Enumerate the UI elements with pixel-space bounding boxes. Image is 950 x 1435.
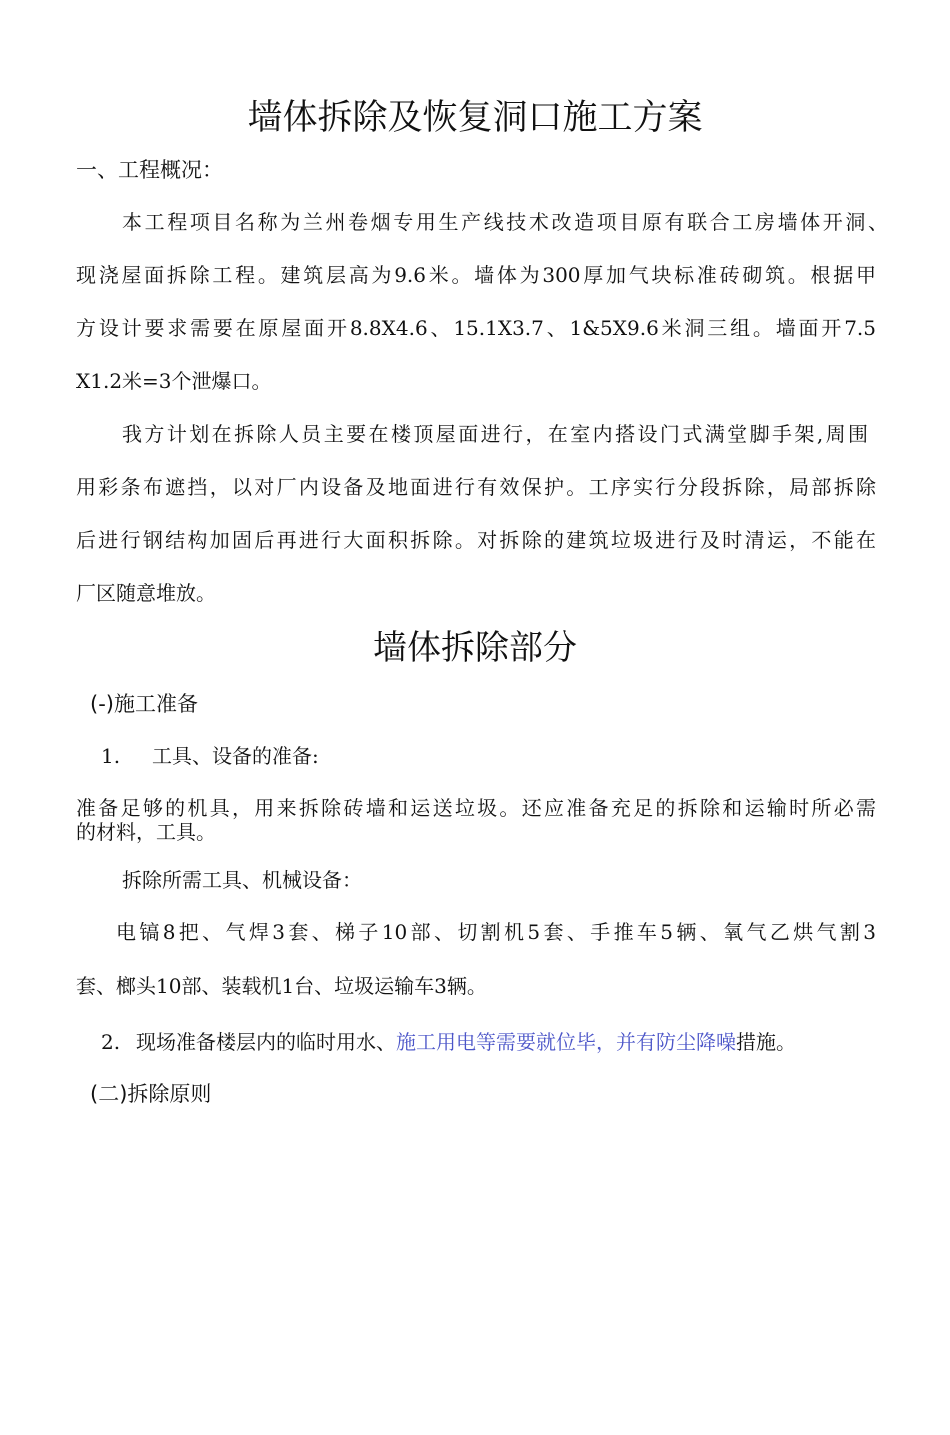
paragraph-line: 准备足够的机具，用来拆除砖墙和运送垃圾。还应准备充足的拆除和运输时所必需 (76, 796, 876, 820)
section-heading-overview: 一、工程概况： (76, 158, 223, 182)
list-number: 2. (101, 1030, 121, 1054)
item2-text-start: 现场准备楼层内的临时用水、 (136, 1030, 396, 1054)
paragraph-line: 方设计要求需要在原屋面开8.8X4.6、15.1X3.7、1&5X9.6米洞三组。墙面开7.5 (76, 316, 876, 340)
item2-text-end: 措施。 (736, 1030, 796, 1054)
item2-text-highlight: 施工用电等需要就位毕，并有防尘降噪 (396, 1030, 736, 1054)
paragraph-line: 的材料，工具。 (76, 820, 216, 844)
paragraph-line: 厂区随意堆放。 (76, 581, 216, 605)
section-title: 墙体拆除部分 (373, 628, 577, 668)
subsection-heading-principles: (二)拆除原则 (90, 1082, 212, 1106)
document-title: 墙体拆除及恢复洞口施工方案 (247, 98, 703, 138)
tools-heading: 拆除所需工具、机械设备： (122, 868, 362, 892)
paragraph-line: 用彩条布遮挡，以对厂内设备及地面进行有效保护。工序实行分段拆除，局部拆除 (76, 475, 876, 499)
paragraph-line: X1.2米=3个泄爆口。 (76, 369, 272, 393)
paragraph-line: 现浇屋面拆除工程。建筑层高为9.6米。墙体为300厚加气块标准砖砌筑。根据甲 (76, 263, 876, 287)
paragraph-line: 套、榔头10部、装载机1台、垃圾运输车3辆。 (76, 974, 487, 998)
paragraph-line: 电镐8把、气焊3套、梯子10部、切割机5套、手推车5辆、氧气乙烘气割3 (116, 920, 876, 944)
paragraph-line: 本工程项目名称为兰州卷烟专用生产线技术改造项目原有联合工房墙体开洞、 (122, 210, 888, 234)
paragraph-line: 我方计划在拆除人员主要在楼顶屋面进行，在室内搭设门式满堂脚手架,周围 (122, 422, 868, 446)
paragraph-line: 后进行钢结构加固后再进行大面积拆除。对拆除的建筑垃圾进行及时清运，不能在 (76, 528, 876, 552)
subsection-heading-preparation: (-)施工准备 (90, 692, 198, 716)
list-item-text: 工具、设备的准备: (152, 744, 319, 768)
list-item-text (136, 1028, 796, 1056)
list-number: 1. (101, 744, 121, 768)
